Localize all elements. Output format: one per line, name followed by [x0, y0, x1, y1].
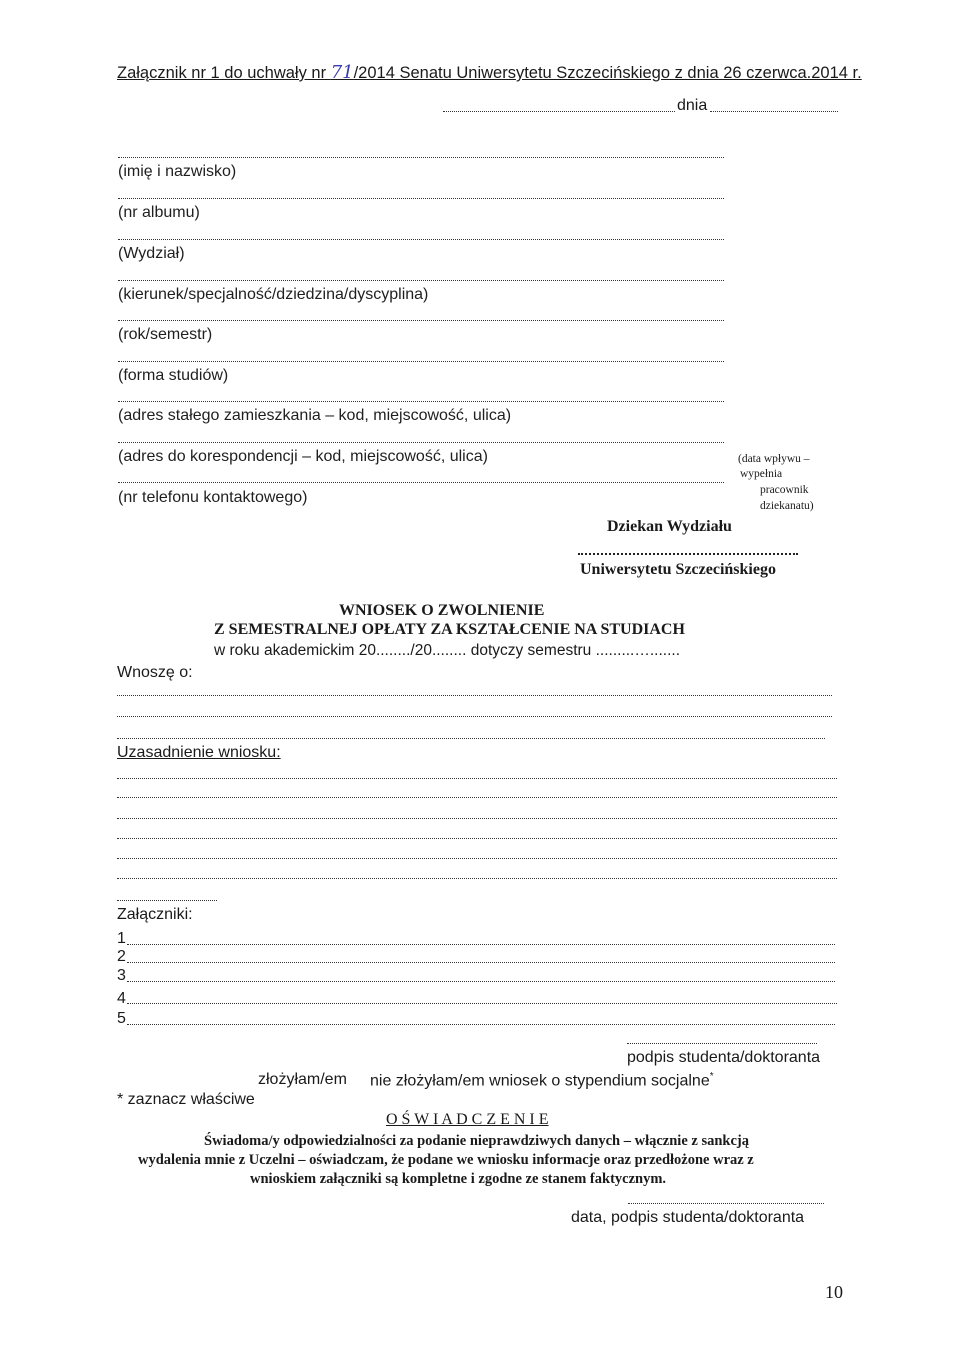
attachment-line[interactable]	[127, 962, 835, 963]
attachment-line[interactable]	[127, 1024, 835, 1025]
field-dots[interactable]	[118, 198, 724, 199]
attachment-number: 4	[117, 990, 126, 1007]
field-label: (forma studiów)	[118, 367, 229, 384]
justification-line[interactable]	[117, 900, 217, 901]
request-line[interactable]	[117, 716, 832, 717]
attachment-number: 5	[117, 1010, 126, 1027]
field-label: (adres do korespondencji – kod, miejscowość, ulica)	[118, 448, 488, 465]
justification-line[interactable]	[117, 858, 837, 859]
declaration-title: O Ś W I A D C Z E N I E	[386, 1111, 549, 1128]
addressee-dots[interactable]	[578, 553, 798, 555]
footnote: * zaznacz właściwe	[117, 1091, 255, 1108]
declaration-line1: Świadoma/y odpowiedzialności za podanie nieprawdziwych danych – włącznie z sankcją	[204, 1133, 749, 1149]
receipt-note-line1: (data wpływu –	[738, 453, 810, 465]
form-title-line2: Z SEMESTRALNEJ OPŁATY ZA KSZTAŁCENIE NA STUDIACH	[214, 621, 685, 638]
field-dots[interactable]	[118, 442, 724, 443]
receipt-note-line4: dziekanatu)	[760, 500, 814, 512]
footnote-mark: *	[709, 1071, 714, 1082]
field-label: (nr telefonu kontaktowego)	[118, 489, 308, 506]
justification-line[interactable]	[117, 797, 837, 798]
scholarship-option-not-submitted[interactable]	[370, 1071, 714, 1090]
annex-prefix: Załącznik nr 1 do uchwały nr	[117, 64, 331, 82]
justification-line[interactable]	[117, 838, 837, 839]
annex-header	[117, 62, 862, 83]
annex-suffix: /2014 Senatu Uniwersytetu Szczecińskiego z dnia 26 czerwca.2014 r.	[353, 64, 862, 82]
attachment-number: 2	[117, 948, 126, 965]
student-signature-label: podpis studenta/doktoranta	[627, 1049, 821, 1066]
form-title-line3: w roku akademickim 20......../20........ dotyczy semestru .........….......	[214, 642, 681, 659]
justification-line[interactable]	[117, 818, 837, 819]
attachment-number: 3	[117, 967, 126, 984]
declaration-line2: wydalenia mnie z Uczelni – oświadczam, że podane we wniosku informacje oraz przedłożone wraz z	[138, 1152, 754, 1168]
date-dots-left[interactable]	[443, 111, 675, 112]
annex-number: 71	[330, 62, 354, 83]
receipt-note-line2: wypełnia	[740, 468, 783, 480]
field-dots[interactable]	[118, 401, 724, 402]
request-line[interactable]	[117, 738, 825, 739]
request-line[interactable]	[117, 695, 832, 696]
signature-line[interactable]	[627, 1043, 817, 1044]
scholarship-option-submitted[interactable]: złożyłam/em	[258, 1071, 347, 1088]
attachment-line[interactable]	[127, 1003, 837, 1004]
field-label: (nr albumu)	[118, 204, 200, 221]
field-label: (rok/semestr)	[118, 326, 213, 343]
receipt-note-line3: pracownik	[760, 484, 809, 496]
attachment-line[interactable]	[127, 981, 835, 982]
field-label: (imię i nazwisko)	[118, 163, 237, 180]
justification-line[interactable]	[117, 878, 837, 879]
justification-line[interactable]	[117, 778, 837, 779]
addressee-university: Uniwersytetu Szczecińskiego	[580, 561, 776, 578]
date-signature-label: data, podpis studenta/doktoranta	[571, 1209, 805, 1226]
date-label: dnia	[677, 97, 708, 114]
field-label: (Wydział)	[118, 245, 185, 262]
declaration-line3: wnioskiem załączniki są kompletne i zgodne ze stanem faktycznym.	[250, 1171, 667, 1187]
field-dots[interactable]	[118, 239, 724, 240]
page-number: 10	[825, 1282, 843, 1302]
attachment-number: 1	[117, 930, 126, 947]
date-dots-right[interactable]	[710, 111, 838, 112]
field-label: (kierunek/specjalność/dziedzina/dyscyplina)	[118, 286, 429, 303]
attachments-label: Załączniki:	[117, 906, 193, 923]
request-label: Wnoszę o:	[117, 664, 193, 681]
field-dots[interactable]	[118, 157, 724, 158]
attachment-line[interactable]	[127, 944, 835, 945]
date-signature-line[interactable]	[628, 1203, 824, 1204]
field-dots[interactable]	[118, 320, 724, 321]
form-title-line1: WNIOSEK O ZWOLNIENIE	[339, 602, 545, 619]
field-dots[interactable]	[118, 280, 724, 281]
field-dots[interactable]	[118, 482, 724, 483]
justification-label: Uzasadnienie wniosku:	[117, 744, 281, 761]
field-label: (adres stałego zamieszkania – kod, miejscowość, ulica)	[118, 407, 512, 424]
addressee-dean: Dziekan Wydziału	[607, 518, 732, 535]
field-dots[interactable]	[118, 361, 724, 362]
scholarship-option-text: nie złożyłam/em wniosek o stypendium socjalne	[370, 1072, 710, 1090]
